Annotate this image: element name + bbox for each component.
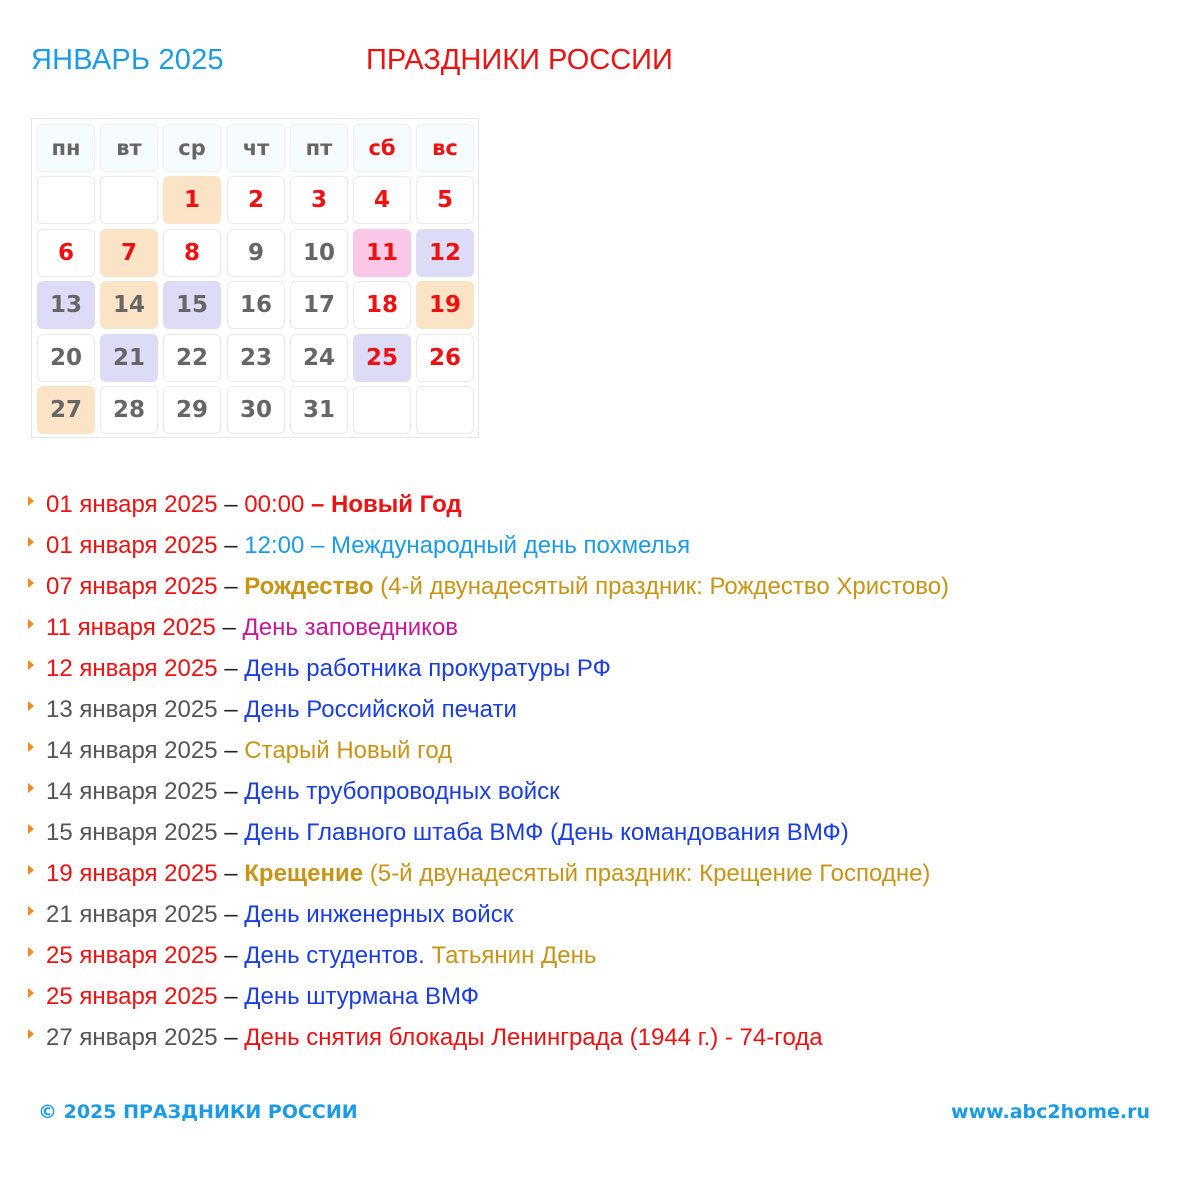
month-title: ЯНВАРЬ 2025 [31, 44, 224, 76]
event-text-part: 25 января 2025 [46, 942, 218, 969]
bullet-arrow-icon [28, 578, 34, 588]
event-item [28, 853, 930, 894]
event-text-part: День студентов. [244, 942, 432, 969]
calendar-day: 11 [353, 229, 411, 277]
bullet-arrow-icon [28, 865, 34, 875]
calendar-day: 2 [227, 176, 285, 224]
event-text-part: – [217, 737, 245, 764]
event-text-part: – Новый Год [311, 491, 462, 518]
calendar-day: 17 [290, 281, 348, 329]
calendar-day: 19 [416, 281, 474, 329]
event-text-part: Крещение [244, 860, 364, 887]
event-text-part: – [215, 614, 243, 641]
event-text-part: – [217, 1024, 245, 1051]
calendar-day: 22 [163, 334, 221, 382]
event-text-part: – [217, 696, 245, 723]
event-text-part: 12:00 – Международный день похмелья [244, 532, 691, 559]
calendar-day: 10 [290, 229, 348, 277]
event-text-part: – [217, 860, 245, 887]
bullet-arrow-icon [28, 906, 34, 916]
calendar-day: 7 [100, 229, 158, 277]
calendar-day: 14 [100, 281, 158, 329]
event-text-part: – [217, 573, 245, 600]
event-text-part: 21 января 2025 [46, 901, 218, 928]
calendar-day: 13 [37, 281, 95, 329]
event-text-part: (4-й двунадесятый праздник: Рождество Христово) [373, 573, 950, 600]
event-item [28, 566, 949, 607]
event-item [28, 689, 517, 730]
bullet-arrow-icon [28, 701, 34, 711]
calendar-day: 27 [37, 386, 95, 434]
calendar-empty-cell [416, 386, 474, 434]
weekday-header: пт [290, 124, 348, 172]
bullet-arrow-icon [28, 660, 34, 670]
event-text-part: 07 января 2025 [46, 573, 218, 600]
event-text-part: 11 января 2025 [46, 614, 216, 641]
calendar-day: 6 [37, 229, 95, 277]
calendar-day: 21 [100, 334, 158, 382]
event-text-part: – [217, 778, 245, 805]
bullet-arrow-icon [28, 1029, 34, 1039]
calendar-day: 16 [227, 281, 285, 329]
event-text-part: День Главного штаба ВМФ (День командования ВМФ) [244, 819, 849, 846]
bullet-arrow-icon [28, 783, 34, 793]
weekday-header: ср [163, 124, 221, 172]
event-text-part: – [217, 655, 245, 682]
event-text-part: 12 января 2025 [46, 655, 218, 682]
calendar-empty-cell [100, 176, 158, 224]
event-text-part: 15 января 2025 [46, 819, 218, 846]
event-text-part: – [217, 491, 245, 518]
event-item [28, 484, 462, 525]
calendar-day: 9 [227, 229, 285, 277]
event-text-part: День заповедников [242, 614, 459, 641]
event-text-part: День Российской печати [244, 696, 517, 723]
event-item [28, 648, 611, 689]
calendar-day: 20 [37, 334, 95, 382]
event-text-part: 27 января 2025 [46, 1024, 218, 1051]
calendar-grid [31, 118, 479, 438]
event-item [28, 976, 479, 1017]
calendar-empty-cell [353, 386, 411, 434]
event-text-part: 01 января 2025 [46, 491, 218, 518]
calendar-day: 30 [227, 386, 285, 434]
page-title: ПРАЗДНИКИ РОССИИ [366, 44, 673, 76]
event-item [28, 771, 560, 812]
event-item [28, 812, 849, 853]
event-text-part: День работника прокуратуры РФ [244, 655, 611, 682]
calendar-day: 26 [416, 334, 474, 382]
calendar-day: 18 [353, 281, 411, 329]
event-text-part: Старый Новый год [244, 737, 453, 764]
calendar-day: 8 [163, 229, 221, 277]
bullet-arrow-icon [28, 496, 34, 506]
footer-site-link[interactable]: www.abc2home.ru [951, 1101, 1150, 1123]
event-text-part: – [217, 942, 245, 969]
bullet-arrow-icon [28, 742, 34, 752]
bullet-arrow-icon [28, 988, 34, 998]
calendar-day: 28 [100, 386, 158, 434]
weekday-header: пн [37, 124, 95, 172]
calendar-day: 12 [416, 229, 474, 277]
event-text-part: Татьянин День [431, 942, 597, 969]
calendar-day: 25 [353, 334, 411, 382]
weekday-header: чт [227, 124, 285, 172]
weekday-header: вс [416, 124, 474, 172]
event-item [28, 1017, 823, 1058]
event-text-part: 14 января 2025 [46, 737, 218, 764]
event-text-part: 13 января 2025 [46, 696, 218, 723]
footer-copyright: © 2025 ПРАЗДНИКИ РОССИИ [38, 1101, 358, 1123]
event-text-part: Рождество [244, 573, 374, 600]
calendar-empty-cell [37, 176, 95, 224]
event-text-part: День трубопроводных войск [244, 778, 560, 805]
event-text-part: 19 января 2025 [46, 860, 218, 887]
weekday-header: сб [353, 124, 411, 172]
event-text-part: (5-й двунадесятый праздник: Крещение Господне) [363, 860, 931, 887]
calendar-day: 4 [353, 176, 411, 224]
calendar-day: 23 [227, 334, 285, 382]
calendar-day: 24 [290, 334, 348, 382]
event-item [28, 730, 452, 771]
event-text-part: День снятия блокады Ленинграда (1944 г.) - 74-года [244, 1024, 823, 1051]
event-text-part: 25 января 2025 [46, 983, 218, 1010]
calendar-day: 31 [290, 386, 348, 434]
event-text-part: 00:00 [244, 491, 311, 518]
calendar-day: 15 [163, 281, 221, 329]
bullet-arrow-icon [28, 824, 34, 834]
event-text-part: – [217, 901, 245, 928]
weekday-header: вт [100, 124, 158, 172]
event-item [28, 935, 596, 976]
bullet-arrow-icon [28, 947, 34, 957]
event-item [28, 607, 458, 648]
event-text-part: – [217, 819, 245, 846]
event-text-part: 01 января 2025 [46, 532, 218, 559]
event-item [28, 525, 690, 566]
event-text-part: День инженерных войск [244, 901, 514, 928]
calendar-day: 1 [163, 176, 221, 224]
event-text-part: – [217, 532, 245, 559]
event-text-part: 14 января 2025 [46, 778, 218, 805]
event-text-part: – [217, 983, 245, 1010]
event-item [28, 894, 513, 935]
calendar-day: 29 [163, 386, 221, 434]
calendar-day: 5 [416, 176, 474, 224]
calendar-day: 3 [290, 176, 348, 224]
bullet-arrow-icon [28, 619, 34, 629]
event-text-part: День штурмана ВМФ [244, 983, 479, 1010]
bullet-arrow-icon [28, 537, 34, 547]
